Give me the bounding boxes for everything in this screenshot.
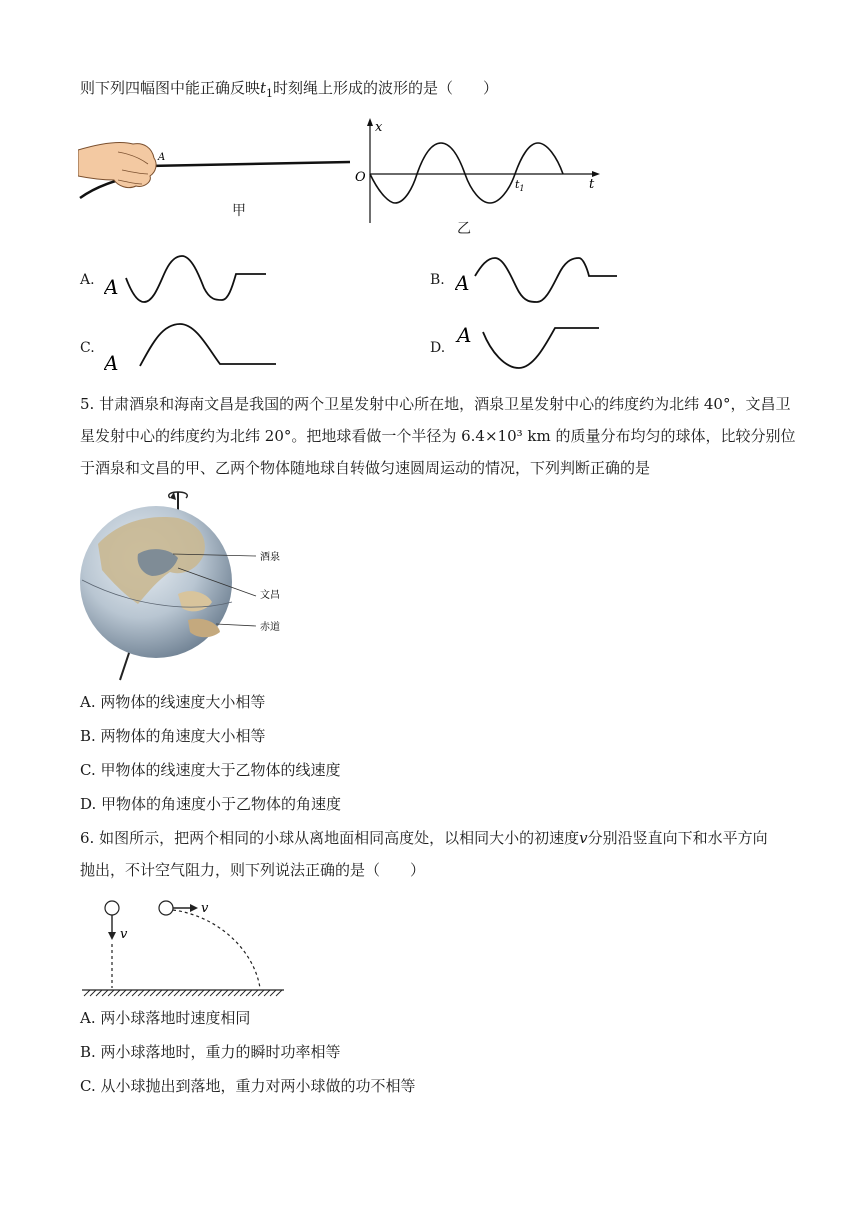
q5-stem-line1: 5. 甘肃酒泉和海南文昌是我国的两个卫星发射中心所在地，酒泉卫星发射中心的纬度约为北纬 40°，文昌卫	[80, 395, 791, 413]
q4-option-d-label[interactable]: D.	[430, 340, 446, 356]
q4-option-a-label[interactable]: A.	[80, 272, 95, 288]
q4-option-c-point: A	[104, 351, 119, 375]
fig-v-right-label: v	[201, 901, 209, 916]
q4-option-c-waveform[interactable]	[104, 318, 284, 376]
q6-stem-prefix: 6. 如图所示，把两个相同的小球从离地面相同高度处，以相同大小的初速度	[80, 829, 580, 847]
q4-stem-suffix: 时刻绳上形成的波形的是（ ）	[273, 79, 499, 97]
fig-jia-hand-rope	[78, 130, 358, 210]
q4-option-b-waveform[interactable]	[455, 252, 625, 308]
globe-label-wenchang: 文昌	[260, 590, 280, 601]
q5-option-a[interactable]: A. 两物体的线速度大小相等	[80, 693, 266, 711]
fig-jia-caption: 甲	[232, 203, 246, 219]
q6-stem-line1	[80, 828, 768, 848]
q6-option-a[interactable]: A. 两小球落地时速度相同	[80, 1009, 251, 1027]
q6-stem-line2: 抛出，不计空气阻力，则下列说法正确的是（ ）	[80, 861, 426, 879]
fig-yi-xt-graph	[345, 115, 605, 230]
q5-stem-line2: 星发射中心的纬度约为北纬 20°。把地球看做一个半径为 6.4×10³ km 的质量分布均匀的球体，比较分别位	[80, 427, 796, 445]
fig-yi-axis-x: x	[375, 120, 383, 135]
q5-option-b[interactable]: B. 两物体的角速度大小相等	[80, 727, 266, 745]
fig-yi-axis-t: t	[589, 177, 595, 192]
q6-stem-var: v	[579, 829, 588, 847]
q5-stem-line3: 于酒泉和文昌的甲、乙两个物体随地球自转做匀速圆周运动的情况，下列判断正确的是	[80, 459, 651, 477]
q4-stem	[80, 78, 498, 104]
fig-v-down-label: v	[120, 927, 128, 942]
q6-option-c[interactable]: C. 从小球抛出到落地，重力对两小球做的功不相等	[80, 1077, 416, 1095]
q5-option-d[interactable]: D. 甲物体的角速度小于乙物体的角速度	[80, 795, 342, 813]
q4-option-b-label[interactable]: B.	[430, 272, 445, 288]
q4-option-d-point: A	[457, 323, 472, 347]
q5-globe-figure	[78, 484, 318, 684]
q4-option-b-point: A	[455, 271, 470, 295]
fig-yi-t1-sub: 1	[519, 184, 525, 193]
q5-option-c[interactable]: C. 甲物体的线速度大于乙物体的线速度	[80, 761, 341, 779]
fig-jia-point-label: A	[158, 152, 166, 163]
globe-label-jiuquan: 酒泉	[260, 552, 280, 563]
fig-yi-t1-var: t	[515, 178, 520, 191]
globe-label-equator: 赤道	[260, 622, 280, 633]
fig-yi-caption: 乙	[457, 221, 471, 237]
q4-stem-var: t	[260, 79, 267, 97]
q4-option-a-point: A	[104, 275, 119, 299]
fig-yi-origin: O	[355, 170, 366, 185]
q4-stem-prefix: 则下列四幅图中能正确反映	[80, 79, 261, 97]
q4-option-a-waveform[interactable]	[104, 252, 274, 308]
q6-projectile-figure	[78, 892, 290, 1002]
q4-option-d-waveform[interactable]	[455, 318, 625, 376]
fig-yi-t1-label	[515, 178, 525, 193]
q6-option-b[interactable]: B. 两小球落地时，重力的瞬时功率相等	[80, 1043, 341, 1061]
q6-stem-suffix: 分别沿竖直向下和水平方向	[587, 829, 768, 847]
q4-option-c-label[interactable]: C.	[80, 340, 95, 356]
q4-stem-sub: 1	[266, 87, 274, 100]
